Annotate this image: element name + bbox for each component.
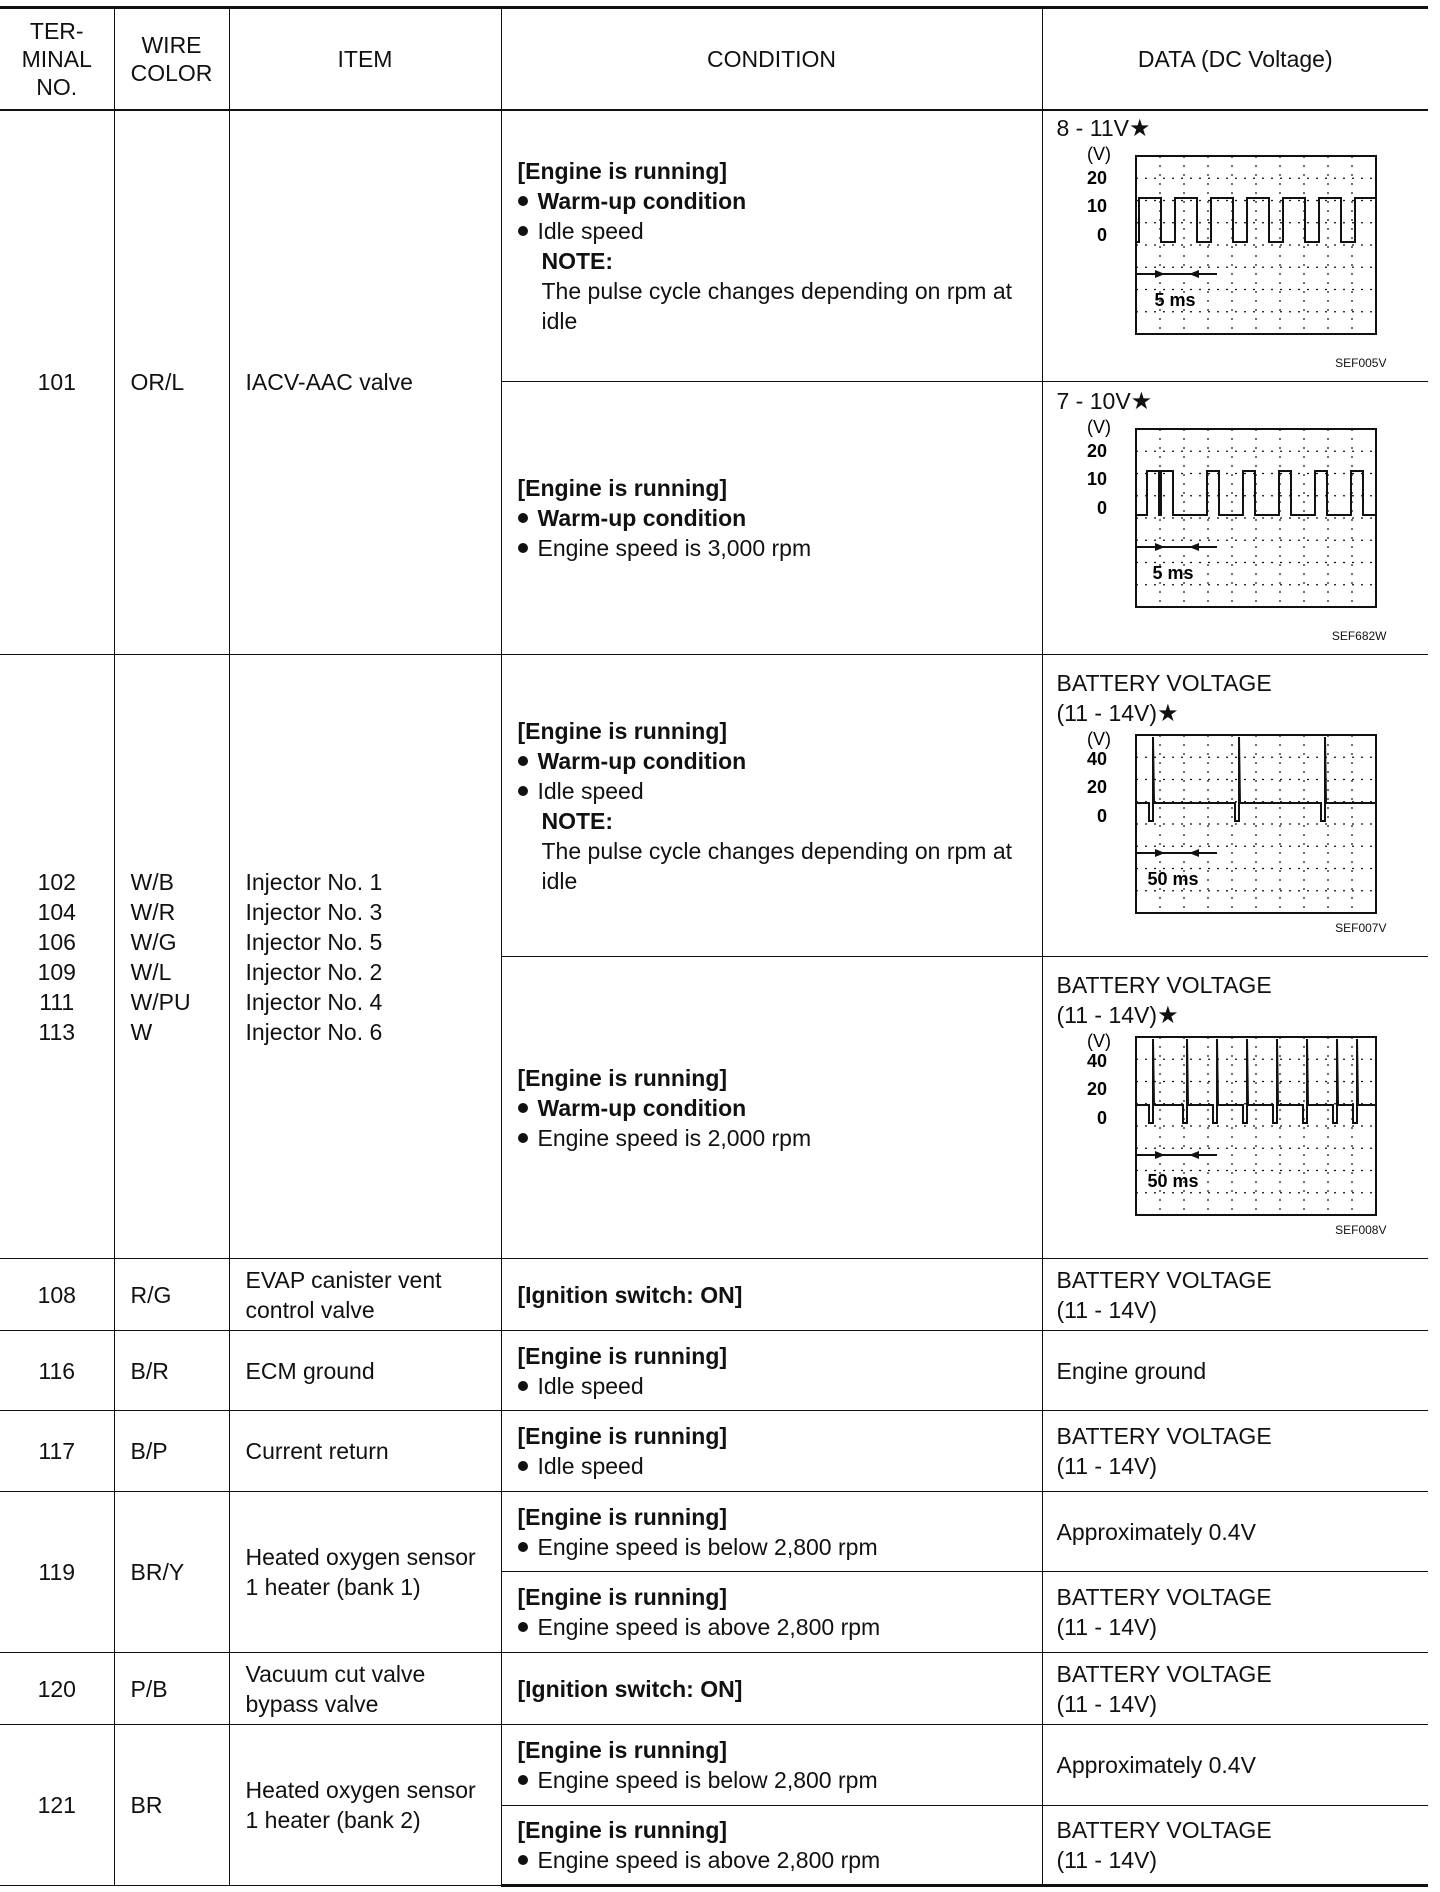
waveform-trace bbox=[1136, 471, 1376, 515]
star-icon: ★ bbox=[1157, 1002, 1179, 1029]
condition: [Ignition switch: ON] bbox=[501, 1653, 1042, 1725]
data-cell: Approximately 0.4V bbox=[1042, 1492, 1428, 1572]
svg-text:10: 10 bbox=[1086, 468, 1107, 489]
header-condition: CONDITION bbox=[501, 8, 1042, 110]
header-wire-color: WIRE COLOR bbox=[114, 8, 229, 110]
timebase-arrow bbox=[1137, 1151, 1217, 1159]
item: Injector No. 1 Injector No. 3 Injector No. 5 Injector No. 2 Injector No. 4 Injector No. 6 bbox=[229, 655, 501, 1259]
bullet-icon bbox=[518, 196, 528, 206]
timebase-arrow bbox=[1137, 270, 1217, 278]
terminal-no: 120 bbox=[0, 1653, 114, 1725]
terminal-no: 101 bbox=[0, 110, 114, 655]
data-cell: BATTERY VOLTAGE (11 - 14V) bbox=[1042, 1572, 1428, 1653]
terminal-no: 108 bbox=[0, 1259, 114, 1331]
condition-bullet: Warm-up condition bbox=[518, 1093, 1032, 1123]
wire-color: B/R bbox=[114, 1331, 229, 1411]
condition-bullet: Warm-up condition bbox=[518, 503, 1032, 533]
condition bbox=[501, 110, 1042, 382]
table-row bbox=[0, 655, 1428, 957]
condition: [Engine is running] Engine speed is above 2,800 rpm bbox=[501, 1806, 1042, 1886]
ecm-terminal-table bbox=[0, 6, 1428, 1887]
svg-text:5 ms: 5 ms bbox=[1151, 562, 1194, 583]
data-value: (11 - 14V)★ bbox=[1056, 1002, 1179, 1029]
data-cell: BATTERY VOLTAGE (11 - 14V) bbox=[1042, 1653, 1428, 1725]
item: IACV-AAC valve bbox=[229, 110, 501, 655]
bullet-icon bbox=[518, 226, 528, 236]
condition: [Engine is running] Engine speed is above 2,800 rpm bbox=[501, 1572, 1042, 1653]
item: Vacuum cut valve bypass valve bbox=[229, 1653, 501, 1725]
terminal-no: 117 bbox=[0, 1411, 114, 1492]
wire-color: OR/L bbox=[114, 110, 229, 655]
table-row bbox=[0, 1653, 1428, 1725]
table-row bbox=[0, 1259, 1428, 1331]
data-cell: BATTERY VOLTAGE (11 - 14V) bbox=[1042, 1806, 1428, 1886]
svg-text:20: 20 bbox=[1086, 440, 1107, 461]
condition-bullet: Idle speed bbox=[518, 216, 1032, 246]
bullet-icon bbox=[518, 1103, 528, 1113]
condition: [Ignition switch: ON] bbox=[501, 1259, 1042, 1331]
svg-text:0: 0 bbox=[1096, 225, 1107, 246]
condition bbox=[501, 957, 1042, 1259]
figure-code: SEF008V bbox=[1335, 1223, 1387, 1237]
oscilloscope-waveform bbox=[1057, 144, 1387, 352]
bullet-icon bbox=[518, 1542, 528, 1552]
condition-bullet: Engine speed is 2,000 rpm bbox=[518, 1123, 1032, 1153]
data-cell bbox=[1042, 110, 1428, 382]
wire-color: B/P bbox=[114, 1411, 229, 1492]
data-cell bbox=[1042, 655, 1428, 957]
bullet-icon bbox=[518, 543, 528, 553]
data-cell bbox=[1042, 382, 1428, 655]
data-value: BATTERY VOLTAGE bbox=[1056, 972, 1272, 998]
condition bbox=[501, 382, 1042, 655]
header-item: ITEM bbox=[229, 8, 501, 110]
bullet-icon bbox=[518, 1381, 528, 1391]
note: NOTE: The pulse cycle changes depending on rpm at idle bbox=[541, 247, 1013, 334]
data-value: (11 - 14V)★ bbox=[1056, 700, 1179, 727]
bullet-icon bbox=[518, 786, 528, 796]
star-icon: ★ bbox=[1157, 700, 1179, 727]
condition: [Engine is running] Engine speed is below 2,800 rpm bbox=[501, 1492, 1042, 1572]
condition: [Engine is running] Idle speed bbox=[501, 1411, 1042, 1492]
table-row bbox=[0, 110, 1428, 382]
bullet-icon bbox=[518, 1775, 528, 1785]
condition-bullet: Engine speed is 3,000 rpm bbox=[518, 533, 1032, 563]
svg-text:20: 20 bbox=[1086, 1079, 1107, 1099]
wire-color: BR/Y bbox=[114, 1492, 229, 1653]
item: Current return bbox=[229, 1411, 501, 1492]
header-terminal: TER- MINAL NO. bbox=[0, 8, 114, 110]
oscilloscope-waveform bbox=[1057, 729, 1387, 917]
table-row bbox=[0, 1725, 1428, 1806]
figure-code: SEF682W bbox=[1331, 628, 1387, 643]
item: EVAP canister vent control valve bbox=[229, 1259, 501, 1331]
bullet-icon bbox=[518, 1461, 528, 1471]
wire-color: P/B bbox=[114, 1653, 229, 1725]
star-icon: ★ bbox=[1128, 115, 1151, 143]
header-row bbox=[0, 8, 1428, 110]
svg-text:(V): (V) bbox=[1086, 1031, 1111, 1051]
svg-text:40: 40 bbox=[1086, 749, 1107, 769]
data-cell: Engine ground bbox=[1042, 1331, 1428, 1411]
condition-label: [Engine is running] bbox=[517, 1064, 728, 1091]
bullet-icon bbox=[518, 1622, 528, 1632]
svg-text:10: 10 bbox=[1086, 196, 1107, 217]
svg-text:20: 20 bbox=[1086, 168, 1107, 189]
svg-text:0: 0 bbox=[1096, 806, 1107, 826]
svg-text:(V): (V) bbox=[1086, 144, 1111, 165]
data-cell: Approximately 0.4V bbox=[1042, 1725, 1428, 1806]
svg-text:(V): (V) bbox=[1086, 729, 1111, 749]
bullet-icon bbox=[518, 1855, 528, 1865]
wire-color: W/B W/R W/G W/L W/PU W bbox=[114, 655, 229, 1259]
table-row bbox=[0, 1411, 1428, 1492]
timebase-arrow bbox=[1137, 849, 1217, 857]
data-cell: BATTERY VOLTAGE (11 - 14V) bbox=[1042, 1259, 1428, 1331]
svg-text:50 ms: 50 ms bbox=[1146, 1171, 1199, 1191]
oscilloscope-waveform bbox=[1057, 417, 1387, 625]
item: Heated oxygen sensor 1 heater (bank 2) bbox=[229, 1725, 501, 1886]
terminal-no: 121 bbox=[0, 1725, 114, 1886]
svg-text:5 ms: 5 ms bbox=[1153, 290, 1196, 311]
header-data: DATA (DC Voltage) bbox=[1042, 8, 1428, 110]
star-icon: ★ bbox=[1130, 387, 1153, 415]
svg-text:40: 40 bbox=[1086, 1051, 1107, 1071]
item: ECM ground bbox=[229, 1331, 501, 1411]
data-value: BATTERY VOLTAGE bbox=[1056, 670, 1272, 696]
terminal-no: 102 104 106 109 111 113 bbox=[0, 655, 114, 1259]
figure-code: SEF005V bbox=[1335, 356, 1387, 371]
condition-bullet: Warm-up condition bbox=[518, 746, 1032, 776]
data-cell: BATTERY VOLTAGE (11 - 14V) bbox=[1042, 1411, 1428, 1492]
wire-color: BR bbox=[114, 1725, 229, 1886]
condition bbox=[501, 655, 1042, 957]
table-row bbox=[0, 1331, 1428, 1411]
data-value: 8 - 11V★ bbox=[1056, 115, 1151, 143]
condition-bullet: Warm-up condition bbox=[518, 186, 1032, 216]
data-value: 7 - 10V★ bbox=[1056, 387, 1153, 415]
svg-text:20: 20 bbox=[1086, 777, 1107, 797]
svg-text:(V): (V) bbox=[1086, 416, 1111, 437]
svg-text:0: 0 bbox=[1096, 1108, 1107, 1128]
condition-label: [Engine is running] bbox=[517, 717, 728, 744]
svg-text:0: 0 bbox=[1096, 497, 1107, 518]
timebase-arrow bbox=[1137, 543, 1217, 551]
data-cell bbox=[1042, 957, 1428, 1259]
item: Heated oxygen sensor 1 heater (bank 1) bbox=[229, 1492, 501, 1653]
figure-code: SEF007V bbox=[1335, 921, 1387, 935]
bullet-icon bbox=[518, 513, 528, 523]
terminal-no: 119 bbox=[0, 1492, 114, 1653]
condition-label: [Engine is running] bbox=[517, 475, 728, 501]
wire-color: R/G bbox=[114, 1259, 229, 1331]
bullet-icon bbox=[518, 1133, 528, 1143]
bullet-icon bbox=[518, 756, 528, 766]
condition: [Engine is running] Idle speed bbox=[501, 1331, 1042, 1411]
table-row bbox=[0, 1492, 1428, 1572]
oscilloscope-waveform bbox=[1057, 1031, 1387, 1219]
svg-text:50 ms: 50 ms bbox=[1146, 869, 1199, 889]
terminal-no: 116 bbox=[0, 1331, 114, 1411]
condition-bullet: Idle speed bbox=[518, 776, 1032, 806]
condition-label: [Engine is running] bbox=[517, 157, 728, 184]
note: NOTE: The pulse cycle changes depending on rpm at idle bbox=[541, 807, 1013, 894]
condition: [Engine is running] Engine speed is below 2,800 rpm bbox=[501, 1725, 1042, 1806]
